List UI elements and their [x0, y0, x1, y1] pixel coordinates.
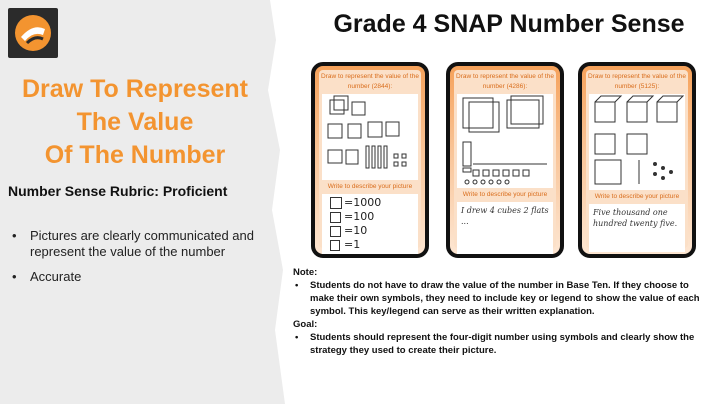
draw-label: Draw to represent the value of the number (4286):: [456, 73, 554, 90]
logo: [8, 8, 58, 58]
handwritten-response: I drew 4 cubes 2 flats ...: [461, 206, 549, 226]
cube-symbol-icon: [330, 197, 342, 209]
left-title: [0, 73, 270, 172]
write-label: Write to describe your picture: [462, 191, 548, 198]
bullet-item: • Pictures are clearly communicated and represent the value of the number: [8, 228, 258, 260]
note-item: • Students do not have to draw the value of the number in Base Ten. If they choose to make their own symbols, they need to include key or legend to show the value of each symbol. This key/legend can serve as their written explanation.: [293, 279, 715, 318]
sample-card-2: [446, 62, 564, 258]
rubric-subtitle: Number Sense Rubric: Proficient: [8, 183, 228, 199]
goal-item: • Students should represent the four-digit number using symbols and clearly show the strategy they used to create their picture.: [293, 331, 715, 357]
bullet-item: • Accurate: [8, 269, 258, 285]
key-line: =10: [344, 224, 368, 237]
goal-heading: Goal:: [293, 319, 318, 330]
base-ten-drawing-icon: [589, 94, 685, 190]
draw-label: Draw to represent the value of the number (5125):: [588, 73, 686, 90]
page-title: Grade 4 SNAP Number Sense: [333, 10, 685, 38]
student-writing: [589, 204, 685, 252]
rubric-bullets: [8, 228, 258, 294]
sample-card-3: [578, 62, 696, 258]
notes-section: [293, 266, 715, 357]
handwritten-response: Five thousand one hundred twenty five.: [593, 208, 678, 228]
left-title-line-1: Draw To Represent: [22, 75, 248, 103]
left-panel: [0, 0, 285, 404]
draw-label: Draw to represent the value of the number (2844):: [321, 73, 419, 90]
write-label: Write to describe your picture: [594, 193, 680, 200]
student-drawing: [322, 94, 418, 180]
base-ten-drawing-icon: [322, 94, 418, 180]
key-line: =100: [344, 210, 375, 223]
sample-card-1: [311, 62, 429, 258]
student-drawing: [457, 94, 553, 188]
student-drawing: [589, 94, 685, 190]
student-writing: [322, 194, 418, 256]
student-writing: [457, 202, 553, 254]
rod-symbol-icon: [330, 226, 341, 237]
note-heading: Note:: [293, 267, 318, 278]
flat-symbol-icon: [330, 212, 341, 223]
write-label: Write to describe your picture: [327, 183, 413, 190]
unit-symbol-icon: [330, 240, 340, 251]
left-title-line-3: Of The Number: [44, 141, 226, 169]
key-line: =1: [344, 238, 361, 251]
base-ten-drawing-icon: [457, 94, 553, 188]
key-line: =1000: [344, 196, 382, 209]
left-title-line-2: The Value: [76, 108, 194, 136]
logo-icon: [13, 13, 53, 53]
